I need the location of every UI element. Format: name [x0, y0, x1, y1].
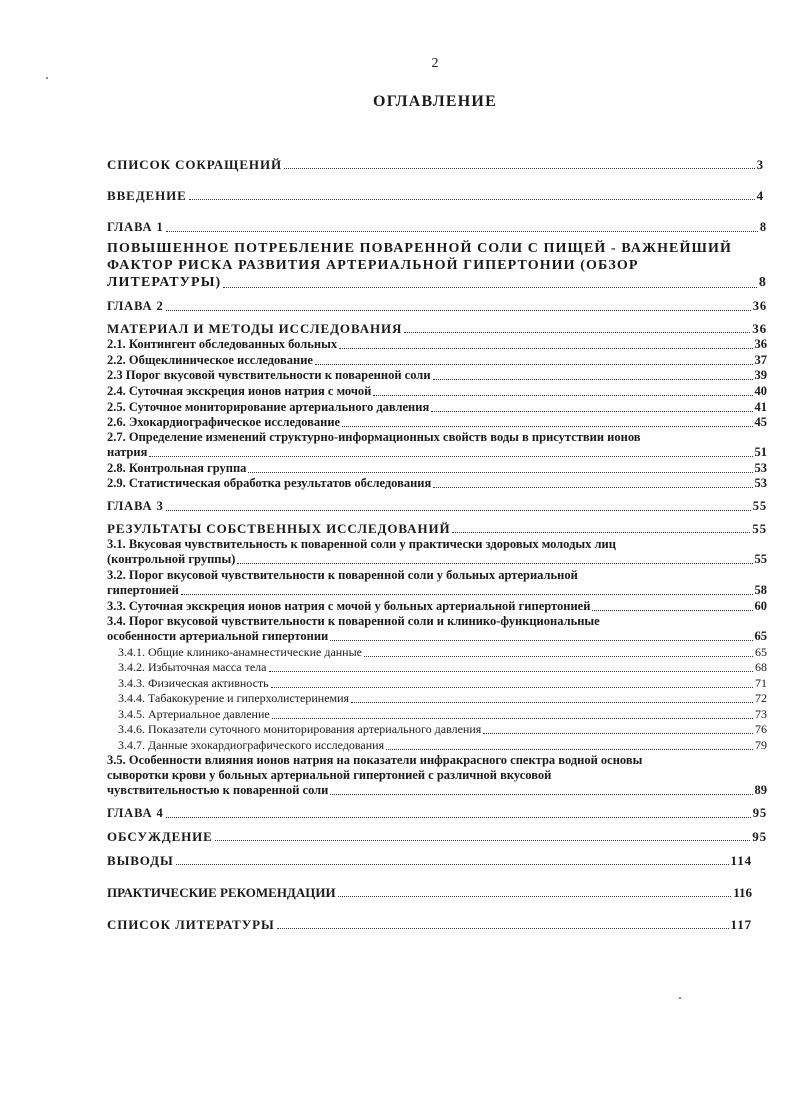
dot-leader: [277, 928, 729, 929]
dot-leader: [404, 332, 750, 333]
toc-entry-3-1[interactable]: [107, 537, 767, 567]
toc-page-number: 65: [754, 629, 767, 643]
toc-entry-label: 2.8. Контрольная группа: [107, 461, 247, 475]
toc-entry-3-4-2[interactable]: [118, 660, 767, 675]
toc-entry-label: 3.4.3. Физическая активность: [118, 676, 269, 690]
toc-entry-2-4[interactable]: [107, 384, 767, 399]
dot-leader: [149, 456, 752, 457]
dot-leader: [237, 563, 752, 564]
dot-leader: [339, 348, 752, 349]
toc-entry-label: МАТЕРИАЛ И МЕТОДЫ ИССЛЕДОВАНИЯ: [107, 321, 403, 336]
toc-entry-2-6[interactable]: [107, 415, 767, 430]
toc-entry-2-2[interactable]: [107, 353, 767, 368]
toc-entry-label: ГЛАВА 1: [107, 220, 164, 234]
toc-entry-line: натрия: [107, 445, 148, 459]
toc-entry-line: 3.1. Вкусовая чувствительность к поваренной соли у практически здоровых молодых лиц: [107, 537, 616, 551]
toc-entry-label: 2.1. Контингент обследованных больных: [107, 337, 338, 351]
toc-entry-3-4-1[interactable]: [118, 645, 767, 660]
toc-entry-line: ЛИТЕРАТУРЫ): [107, 275, 222, 290]
dot-leader: [189, 199, 755, 200]
toc-entry-3-4-4[interactable]: [118, 691, 767, 706]
page-number: 2: [431, 56, 439, 71]
toc-entry-3-4-3[interactable]: [118, 676, 767, 691]
toc-entry-2-7[interactable]: [107, 430, 767, 460]
dot-leader: [338, 896, 732, 897]
toc-entry-label: 3.4.2. Избыточная масса тела: [118, 660, 267, 674]
dot-leader: [166, 510, 751, 511]
dot-leader: [351, 702, 753, 703]
toc-page-number: 36: [752, 321, 767, 336]
toc-page-number: 4: [756, 188, 764, 203]
toc-entry-line: особенности артериальной гипертонии: [107, 629, 329, 643]
toc-page-number: 37: [754, 353, 767, 367]
toc-page-number: 68: [755, 660, 767, 674]
dot-leader: [166, 817, 751, 818]
dot-leader: [386, 749, 753, 750]
toc-entry-label: РЕЗУЛЬТАТЫ СОБСТВЕННЫХ ИССЛЕДОВАНИЙ: [107, 521, 451, 536]
toc-page-number: 55: [752, 521, 767, 536]
toc-page-number: 65: [755, 645, 767, 659]
toc-entry-label: 2.4. Суточная экскреция ионов натрия с мочой: [107, 384, 372, 398]
toc-page-number: 72: [755, 691, 767, 705]
toc-page-number: 3: [756, 157, 764, 172]
toc-entry-3-2[interactable]: [107, 568, 767, 598]
toc-entry-line: гипертонией: [107, 583, 179, 597]
toc-page-number: 79: [755, 738, 767, 752]
toc-page-number: 53: [754, 461, 767, 475]
toc-entry-label: ГЛАВА 2: [107, 299, 164, 313]
dot-leader: [452, 532, 750, 533]
toc-entry-label: 3.4.4. Табакокурение и гиперхолистеринемия: [118, 691, 350, 705]
dot-leader: [592, 610, 752, 611]
toc-page-number: 114: [730, 853, 752, 868]
toc-entry-line: 3.2. Порог вкусовой чувствительности к поваренной соли у больных артериальной: [107, 568, 578, 582]
toc-page-number: 116: [733, 885, 752, 900]
toc-entry-label: 2.6. Эхокардиографическое исследование: [107, 415, 341, 429]
toc-page-number: 71: [755, 676, 767, 690]
toc-entry-recommendations[interactable]: [107, 885, 752, 900]
toc-page-number: 73: [755, 707, 767, 721]
toc-entry-line: чувствительностью к поваренной соли: [107, 783, 329, 797]
toc-entry-line: ПОВЫШЕННОЕ ПОТРЕБЛЕНИЕ ПОВАРЕННОЙ СОЛИ С ПИЩЕЙ - ВАЖНЕЙШИЙ: [107, 241, 732, 256]
toc-entry-chapter3[interactable]: [107, 499, 767, 514]
toc-entry-chapter2[interactable]: [107, 299, 767, 314]
toc-page-number: 53: [754, 476, 767, 490]
toc-entry-3-4-6[interactable]: [118, 722, 767, 737]
dot-leader: [433, 379, 753, 380]
dot-leader: [248, 472, 752, 473]
toc-entry-chapter2-title[interactable]: [107, 321, 767, 336]
toc-page-number: 45: [754, 415, 767, 429]
toc-entry-3-3[interactable]: [107, 599, 767, 614]
toc-entry-label: 3.4.1. Общие клинико-анамнестические данные: [118, 645, 362, 659]
toc-entry-label: 2.2. Общеклиническое исследование: [107, 353, 313, 367]
toc-entry-introduction[interactable]: [107, 188, 764, 203]
toc-page-number: 8: [758, 275, 767, 290]
toc-page-number: 58: [754, 583, 767, 597]
toc-page-number: 76: [755, 722, 767, 736]
toc-page-number: 51: [754, 445, 767, 459]
toc-entry-2-5[interactable]: [107, 400, 767, 415]
toc-page-number: 41: [754, 400, 767, 414]
toc-entry-label: 3.4.5. Артериальное давление: [118, 707, 270, 721]
toc-entry-label: СПИСОК СОКРАЩЕНИЙ: [107, 157, 282, 172]
toc-entry-discussion[interactable]: [107, 829, 767, 844]
toc-entry-3-4[interactable]: [107, 614, 767, 644]
dot-leader: [431, 411, 752, 412]
dot-leader: [166, 310, 751, 311]
toc-entry-chapter1-title[interactable]: [107, 240, 767, 291]
dot-leader: [176, 864, 729, 865]
toc-page-number: 95: [752, 829, 767, 844]
dot-leader: [269, 671, 754, 672]
toc-entry-label: 2.9. Статистическая обработка результатов обследования: [107, 476, 432, 490]
toc-entry-label: ГЛАВА 3: [107, 499, 164, 513]
dot-leader: [315, 364, 753, 365]
dot-leader: [181, 594, 753, 595]
dot-leader: [271, 687, 753, 688]
toc-entry-2-9[interactable]: [107, 476, 767, 491]
toc-page-number: 89: [754, 783, 767, 797]
toc-entry-line: ФАКТОР РИСКА РАЗВИТИЯ АРТЕРИАЛЬНОЙ ГИПЕРТОНИИ (ОБЗОР: [107, 258, 639, 273]
toc-entry-label: 2.5. Суточное мониторирование артериального давления: [107, 400, 430, 414]
toc-entry-label: СПИСОК ЛИТЕРАТУРЫ: [107, 917, 275, 932]
dot-leader: [166, 231, 758, 232]
toc-entry-2-8[interactable]: [107, 461, 767, 476]
toc-entry-line: сыворотки крови у больных артериальной гипертонией с различной вкусовой: [107, 768, 552, 782]
dot-leader: [342, 426, 752, 427]
toc-entry-line: 3.4. Порог вкусовой чувствительности к поваренной соли и клинико-функциональные: [107, 614, 600, 628]
dot-leader: [215, 840, 750, 841]
toc-entry-references[interactable]: [107, 917, 752, 932]
toc-entry-label: 3.4.6. Показатели суточного мониторирования артериального давления: [118, 722, 482, 736]
dot-leader: [373, 395, 752, 396]
toc-page-number: 36: [752, 299, 767, 313]
toc-entry-chapter1[interactable]: [107, 220, 767, 235]
scan-speck: [679, 997, 681, 999]
toc-entry-chapter3-title[interactable]: [107, 521, 767, 536]
toc-page-number: 40: [754, 384, 767, 398]
toc-page-number: 55: [752, 499, 767, 513]
toc-page-number: 8: [759, 220, 767, 234]
toc-entry-label: ОБСУЖДЕНИЕ: [107, 829, 213, 844]
page-title: ОГЛАВЛЕНИЕ: [373, 93, 497, 110]
toc-entry-label: ВЫВОДЫ: [107, 853, 174, 868]
toc-entry-line: 3.5. Особенности влияния ионов натрия на показатели инфракрасного спектра водной основы: [107, 753, 643, 767]
dot-leader: [330, 640, 752, 641]
dot-leader: [272, 718, 753, 719]
dot-leader: [330, 794, 752, 795]
toc-entry-label: 3.3. Суточная экскреция ионов натрия с мочой у больных артериальной гипертонией: [107, 599, 591, 613]
toc-entry-3-5[interactable]: [107, 753, 767, 798]
dot-leader: [223, 287, 757, 288]
toc-entry-chapter4[interactable]: [107, 806, 767, 821]
toc-entry-conclusions[interactable]: [107, 853, 752, 868]
toc-entry-label: 3.4.7. Данные эхокардиографического исследования: [118, 738, 385, 752]
toc-page-number: 60: [754, 599, 767, 613]
toc-entry-abbreviations[interactable]: [107, 157, 764, 172]
dot-leader: [483, 733, 753, 734]
dot-leader: [364, 656, 753, 657]
dot-leader: [433, 487, 752, 488]
toc-entry-label: ГЛАВА 4: [107, 806, 164, 820]
toc-entry-3-4-5[interactable]: [118, 707, 767, 722]
scan-speck: [46, 77, 48, 79]
toc-entry-label: ПРАКТИЧЕСКИЕ РЕКОМЕНДАЦИИ: [107, 885, 336, 900]
toc-entry-3-4-7[interactable]: [118, 738, 767, 753]
toc-page-number: 95: [752, 806, 767, 820]
toc-page-number: 39: [754, 368, 767, 382]
toc-entry-2-3[interactable]: [107, 368, 767, 383]
toc-entry-label: ВВЕДЕНИЕ: [107, 188, 187, 203]
dot-leader: [284, 168, 755, 169]
toc-entry-line: 2.7. Определение изменений структурно-информационных свойств воды в присутствии ионов: [107, 430, 641, 444]
toc-page-number: 55: [754, 552, 767, 566]
toc-entry-label: 2.3 Порог вкусовой чувствительности к поваренной соли: [107, 368, 431, 382]
toc-page-number: 117: [730, 917, 752, 932]
toc-entry-2-1[interactable]: [107, 337, 767, 352]
toc-entry-line: (контрольной группы): [107, 552, 236, 566]
toc-page-number: 36: [754, 337, 767, 351]
